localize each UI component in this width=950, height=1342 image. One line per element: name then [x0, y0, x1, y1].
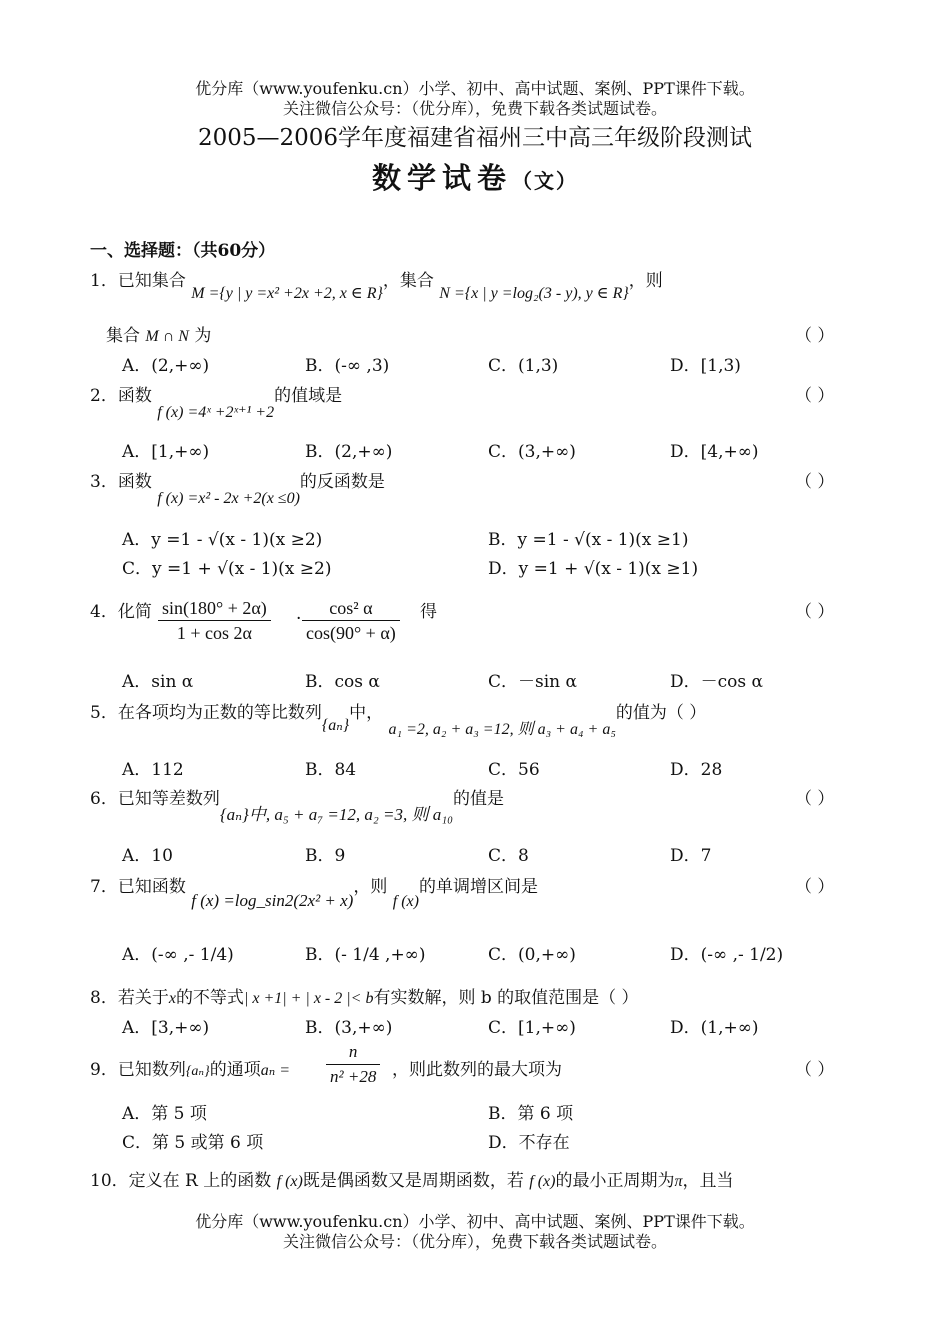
q1-text-b: ，集合: [382, 271, 434, 291]
q4-fraction-1: [158, 596, 271, 645]
q7-function: f (x) =log_sin2(2x² + x): [191, 891, 354, 910]
section-heading: 一、选择题：（共60分）: [90, 241, 276, 261]
q8-text-c: 有实数解，则 b 的取值范围是（ ）: [373, 988, 639, 1008]
q5-option-c[interactable]: C．56: [488, 760, 540, 780]
q6-text-a: 已知等差数列: [117, 789, 220, 809]
q1-intersection: M ∩ N: [145, 328, 189, 345]
q4-option-a[interactable]: A．sin α: [122, 672, 194, 692]
q9-option-a[interactable]: A．第 5 项: [122, 1104, 207, 1124]
q1-number: 1．: [90, 271, 118, 291]
q1-line2-end: 为: [194, 326, 212, 346]
q3-option-c[interactable]: C．y =1 + √(x - 1)(x ≥2): [122, 559, 332, 579]
q8-option-d[interactable]: D．(1,+∞): [670, 1018, 759, 1038]
q3-number: 3．: [90, 472, 118, 492]
question-8: [90, 983, 639, 1008]
q10-number: 10．: [90, 1171, 129, 1191]
subject-suffix: （文）: [512, 169, 578, 193]
q6-condition: {aₙ}中, a₅ + a₇ =12, a₂ =3, 则 a₁₀: [219, 805, 454, 824]
exam-subject: [0, 156, 950, 197]
q5-text-a: 在各项均为正数的等比数列: [117, 703, 322, 723]
q5-text-c: 的值为（ ）: [615, 703, 707, 723]
q1-option-a[interactable]: A．(2,+∞): [122, 356, 210, 376]
q4-frac1-denominator: 1 + cos 2α: [176, 623, 252, 643]
q5-option-b[interactable]: B．84: [305, 760, 357, 780]
q2-option-b[interactable]: B．(2,+∞): [305, 442, 393, 462]
q4-option-d[interactable]: D．－cos α: [670, 672, 763, 692]
q4-frac2-numerator: cos² α: [302, 596, 400, 621]
question-1: [90, 266, 663, 302]
q4-number: 4．: [90, 602, 118, 622]
q9-option-b[interactable]: B．第 6 项: [488, 1104, 574, 1124]
q4-option-c[interactable]: C．－sin α: [488, 672, 578, 692]
q4-text-b: 得: [420, 602, 437, 622]
q3-function: f (x) =x² - 2x +2(x ≤0): [157, 490, 300, 507]
q2-answer-bracket[interactable]: （ ）: [795, 386, 835, 406]
q1-option-c[interactable]: C．(1,3): [488, 356, 559, 376]
q5-sequence: {aₙ}: [321, 717, 350, 734]
q1-text-c: ，则: [628, 271, 663, 291]
q3-text-a: 函数: [117, 472, 152, 492]
q9-option-d[interactable]: D．不存在: [488, 1133, 570, 1153]
q5-option-d[interactable]: D．28: [670, 760, 723, 780]
question-2: [90, 381, 343, 421]
q3-option-b[interactable]: B．y =1 - √(x - 1)(x ≥1): [488, 530, 689, 550]
q4-option-b[interactable]: B．cos α: [305, 672, 380, 692]
q7-text-b: ，则: [353, 877, 388, 897]
q7-number: 7．: [90, 877, 118, 897]
q1-option-d[interactable]: D．[1,3): [670, 356, 741, 376]
q6-option-a[interactable]: A．10: [122, 846, 173, 866]
q5-text-b: 中，: [349, 703, 384, 723]
q7-text-c: 的单调增区间是: [418, 877, 538, 897]
question-6: [90, 784, 505, 824]
q10-text-d: ，且当: [682, 1171, 734, 1191]
q7-option-d[interactable]: D．(-∞ ,- 1/2): [670, 945, 784, 965]
question-9: [90, 1055, 290, 1080]
q9-fraction: [326, 1040, 380, 1089]
q9-frac-denominator: n² +28: [330, 1067, 377, 1086]
q1-line-2: [106, 321, 211, 346]
footer-line-1: 优分库（www.youfenku.cn）小学、初中、高中试题、案例、PPT课件下载。: [195, 1212, 755, 1231]
q2-option-a[interactable]: A．[1,+∞): [122, 442, 210, 462]
question-5: [90, 698, 707, 738]
header-line-2: 关注微信公众号：（优分库），免费下载各类试题试卷。: [282, 99, 667, 118]
q8-variable-x: x: [168, 990, 176, 1007]
question-3: [90, 467, 385, 507]
q1-option-b[interactable]: B．(-∞ ,3): [305, 356, 390, 376]
q2-text-a: 函数: [117, 386, 152, 406]
q6-option-b[interactable]: B．9: [305, 846, 346, 866]
q9-number: 9．: [90, 1060, 118, 1080]
q10-pi: π: [674, 1173, 683, 1190]
q6-option-d[interactable]: D．7: [670, 846, 712, 866]
q4-answer-bracket[interactable]: （ ）: [795, 602, 835, 622]
q8-number: 8．: [90, 988, 118, 1008]
q4-frac1-numerator: sin(180° + 2α): [158, 596, 271, 621]
q1-answer-bracket[interactable]: （ ）: [795, 326, 835, 346]
q9-option-c[interactable]: C．第 5 或第 6 项: [122, 1133, 264, 1153]
exam-title: 2005—2006学年度福建省福州三中高三年级阶段测试: [197, 125, 753, 151]
q1-set-n: N ={x | y =log₂(3 - y), y ∈ R}: [439, 285, 629, 302]
q9-sequence: {aₙ}: [185, 1064, 210, 1079]
q9-frac-numerator: n: [326, 1040, 380, 1065]
q6-answer-bracket[interactable]: （ ）: [795, 789, 835, 809]
q2-option-c[interactable]: C．(3,+∞): [488, 442, 576, 462]
q8-option-a[interactable]: A．[3,+∞): [122, 1018, 210, 1038]
q4-text-a: 化简: [117, 602, 152, 622]
q7-option-c[interactable]: C．(0,+∞): [488, 945, 576, 965]
q9-text-a: 已知数列: [117, 1060, 186, 1080]
q3-text-b: 的反函数是: [299, 472, 385, 492]
q7-option-a[interactable]: A．(-∞ ,- 1/4): [122, 945, 234, 965]
q10-fx-1: f (x): [276, 1173, 303, 1190]
q1-text-a: 已知集合: [117, 271, 186, 291]
q9-general-term: aₙ =: [260, 1062, 290, 1079]
q8-option-b[interactable]: B．(3,+∞): [305, 1018, 393, 1038]
q4-frac2-denominator: cos(90° + α): [306, 623, 396, 643]
q2-option-d[interactable]: D．[4,+∞): [670, 442, 759, 462]
q8-text-a: 若关于: [117, 988, 169, 1008]
q2-function: f (x) =4ˣ +2ˣ⁺¹ +2: [157, 404, 275, 421]
footer-line-2: 关注微信公众号：（优分库），免费下载各类试题试卷。: [282, 1232, 667, 1251]
q8-inequality: | x +1| + | x - 2 |< b: [243, 990, 374, 1007]
q6-option-c[interactable]: C．8: [488, 846, 529, 866]
q1-line2-text: 集合: [106, 326, 140, 346]
subject-label: 数学试卷: [371, 161, 512, 195]
q10-text-a: 定义在 R 上的函数: [128, 1171, 272, 1191]
question-4: [90, 597, 152, 622]
q2-text-b: 的值域是: [274, 386, 343, 406]
question-7: [90, 872, 538, 910]
q1-set-m: M ={y | y =x² +2x +2, x ∈ R}: [191, 285, 383, 302]
q4-fraction-2: [302, 596, 400, 645]
q7-fx: f (x): [392, 893, 419, 910]
q8-option-c[interactable]: C．[1,+∞): [488, 1018, 576, 1038]
question-10: [90, 1166, 733, 1191]
q9-text-c: ，则此数列的最大项为: [392, 1060, 562, 1080]
q9-text-b: 的通项: [209, 1060, 261, 1080]
q7-answer-bracket[interactable]: （ ）: [795, 877, 835, 897]
q3-option-a[interactable]: A．y =1 - √(x - 1)(x ≥2): [122, 530, 323, 550]
q3-option-d[interactable]: D．y =1 + √(x - 1)(x ≥1): [488, 559, 699, 579]
q10-fx-2: f (x): [529, 1173, 556, 1190]
q4-dot: ·: [296, 609, 302, 629]
header-line-1: 优分库（www.youfenku.cn）小学、初中、高中试题、案例、PPT课件下载。: [195, 79, 755, 98]
q5-number: 5．: [90, 703, 118, 723]
q5-condition: a₁ =2, a₂ + a₃ =12, 则 a₃ + a₄ + a₅: [388, 721, 616, 738]
q5-option-a[interactable]: A．112: [122, 760, 184, 780]
q6-text-b: 的值是: [453, 789, 505, 809]
q10-text-b: 既是偶函数又是周期函数，若: [302, 1171, 524, 1191]
q10-text-c: 的最小正周期为: [555, 1171, 675, 1191]
q3-answer-bracket[interactable]: （ ）: [795, 472, 835, 492]
q8-text-b: 的不等式: [175, 988, 244, 1008]
q9-answer-bracket[interactable]: （ ）: [795, 1060, 835, 1080]
q7-option-b[interactable]: B．(- 1/4 ,+∞): [305, 945, 426, 965]
q7-text-a: 已知函数: [117, 877, 186, 897]
q6-number: 6．: [90, 789, 118, 809]
q2-number: 2．: [90, 386, 118, 406]
